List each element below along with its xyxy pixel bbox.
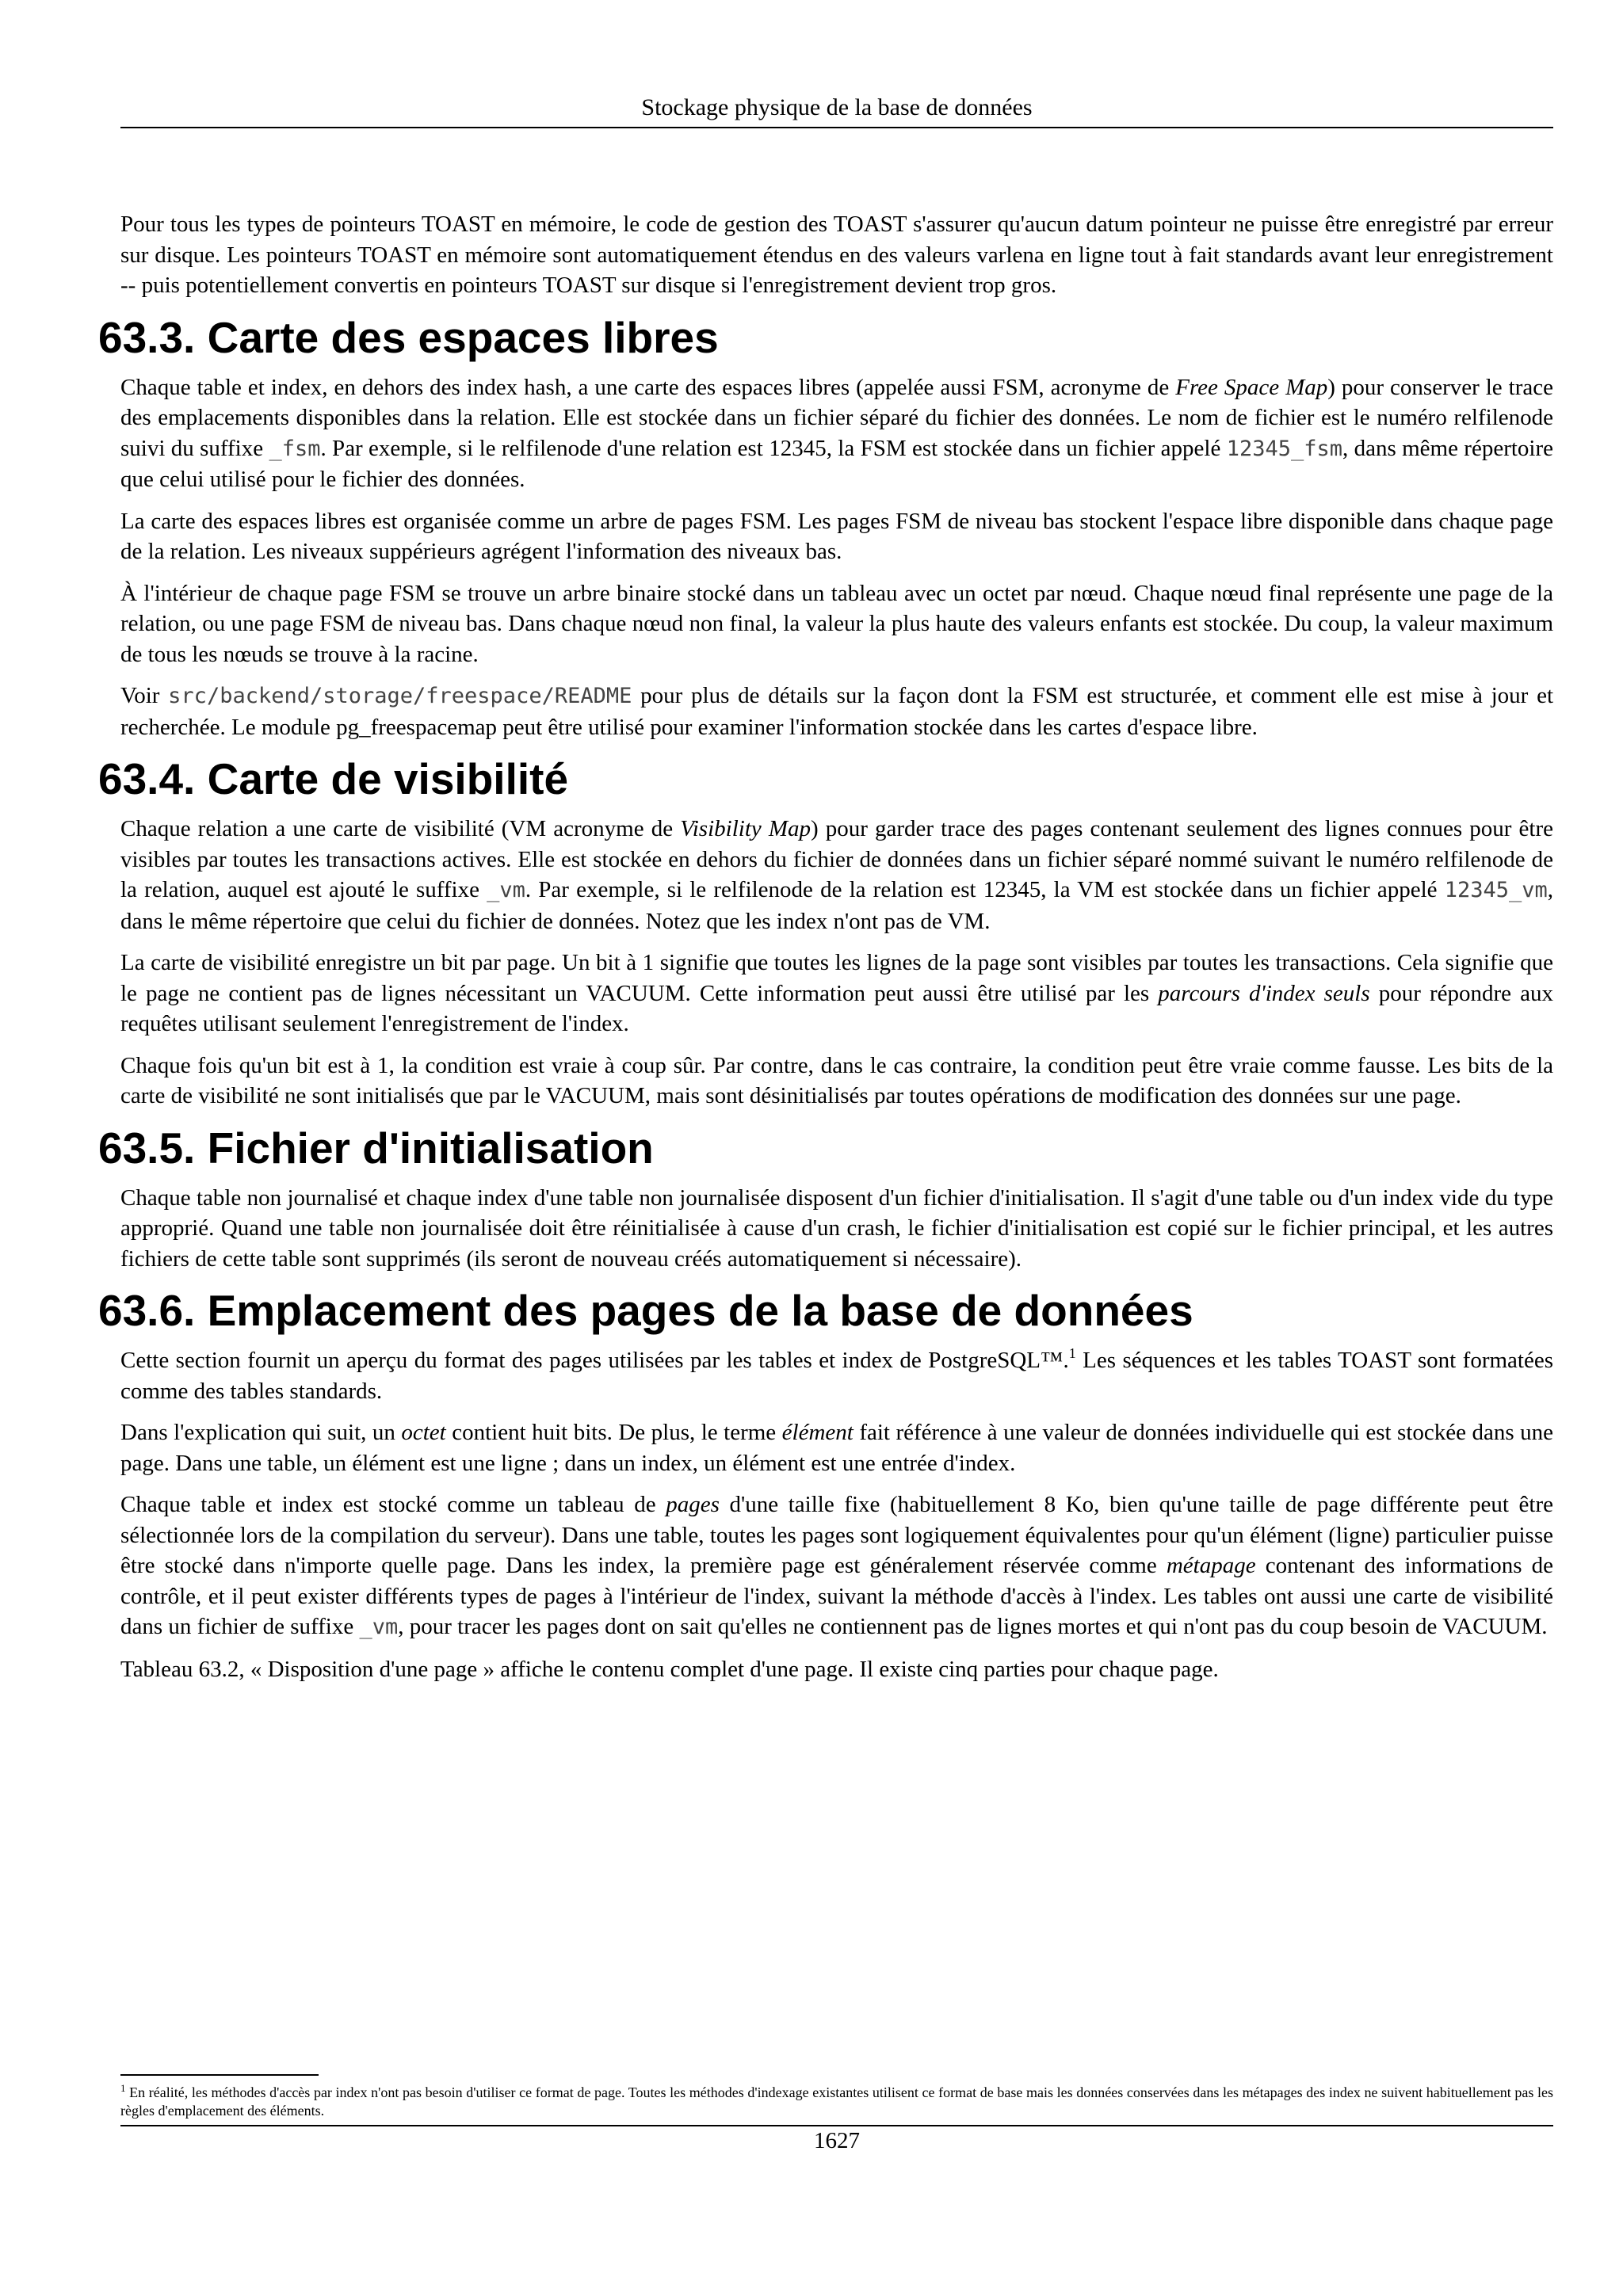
text-run: . Par exemple, si le relfilenode de la relation est 12345, la VM est stockée dans un fichier appelé bbox=[525, 877, 1445, 902]
text-run: fait référence à une valeur de données individuelle qui est stockée dans une page. Dans une table, un élément est une ligne ; dans un index, un élément est une entrée d'index. bbox=[120, 1420, 1554, 1476]
text-run: Chaque table et index, en dehors des index hash, a une carte des espaces libres (appelée aussi FSM, acronyme de bbox=[120, 374, 1176, 400]
text-run: ) pour conserver le trace des emplacements disponibles dans la relation. Elle est stockée dans un fichier séparé du fichier des données. Le nom de fichier est le numéro relfilenode suivi du suffixe bbox=[120, 374, 1553, 461]
paragraph-fsm-readme bbox=[120, 681, 1553, 742]
code-path: src/backend/storage/freespace/README bbox=[168, 684, 632, 708]
paragraph-octet bbox=[120, 1417, 1553, 1478]
text-run: Chaque table et index est stocké comme un tableau de bbox=[120, 1492, 666, 1517]
intro-paragraph: Pour tous les types de pointeurs TOAST en mémoire, le code de gestion des TOAST s'assurer qu'aucun datum pointeur ne puisse être enregistré par erreur sur disque. Les pointeurs TOAST en mémoire sont automatiquement étendus en des valeurs varlena en ligne tout à fait standards avant leur enregistrement -- puis potentiellement convertis en pointeurs TOAST sur disque si l'enregistrement devient trop gros. bbox=[120, 212, 1553, 298]
text-run: . Par exemple, si le relfilenode d'une relation est 12345, la FSM est stockée dans un fichier appelé bbox=[320, 435, 1227, 461]
emphasis: octet bbox=[401, 1420, 446, 1445]
running-header: Stockage physique de la base de données bbox=[641, 94, 1033, 120]
header-rule bbox=[120, 127, 1553, 128]
code-literal: 12345_fsm bbox=[1226, 436, 1342, 461]
section-heading-63-4: 63.4. Carte de visibilité bbox=[98, 754, 569, 803]
text-run: La carte de visibilité enregistre un bit par page. Un bit à 1 signifie que toutes les lignes de la page sont visibles par toutes les transactions. Cela signifie que le page ne contient pas de lignes nécessitant un VACUUM. Cette information peut aussi être utilisé par les bbox=[120, 950, 1553, 1006]
paragraph-fsm-binary: À l'intérieur de chaque page FSM se trouve un arbre binaire stocké dans un tableau avec un octet par nœud. Chaque nœud final représente une page de la relation, ou une page FSM de niveau bas. Dans chaque nœud non final, la valeur la plus haute des valeurs enfants est stockée. Du coup, la valeur maximum de tous les nœuds se trouve à la racine. bbox=[120, 580, 1553, 667]
footnote-number: 1 bbox=[120, 2082, 126, 2094]
text-run: ) pour garder trace des pages contenant seulement des lignes connues pour être visibles par toutes les transactions actives. Elle est stockée en dehors du fichier de données dans un fichier séparé nommé suivant le numéro relfilenode de la relation, auquel est ajouté le suffixe bbox=[120, 816, 1553, 902]
code-literal: 12345_vm bbox=[1444, 878, 1548, 902]
text-run: d'une taille fixe (habituellement 8 Ko, bien qu'une taille de page différente peut être sélectionnée lors de la compilation du serveur). Dans une table, toutes les pages sont logiquement équivalentes pour qu'un élément (ligne) particulier puisse être stocké dans n'importe quelle page. Dans les index, la première page est généralement réservée comme bbox=[120, 1492, 1554, 1578]
paragraph-fsm-tree: La carte des espaces libres est organisée comme un arbre de pages FSM. Les pages FSM de niveau bas stockent l'espace libre disponible dans chaque page de la relation. Les niveaux suppérieurs agrégent l'information des niveaux bas. bbox=[120, 508, 1553, 564]
footnote bbox=[120, 2084, 1553, 2120]
text-run: , pour tracer les pages dont on sait qu'elles ne contiennent pas de lignes mortes et qui n'ont pas du coup besoin de VACUUM. bbox=[398, 1614, 1548, 1639]
paragraph-vm-intro bbox=[120, 814, 1553, 936]
section-heading-63-3: 63.3. Carte des espaces libres bbox=[98, 312, 719, 362]
text-run: , dans même répertoire que celui utilisé pour le fichier des données. bbox=[120, 435, 1553, 492]
emphasis: Visibility Map bbox=[680, 816, 812, 841]
footnote-rule bbox=[120, 2074, 319, 2076]
emphasis: pages bbox=[666, 1492, 720, 1517]
footnote-text: En réalité, les méthodes d'accès par index n'ont pas besoin d'utiliser ce format de page. Toutes les méthodes d'indexage existantes utilisent ce format de base mais les données conservées dans les métapages des index ne suivent habituellement pas les règles d'emplacement des éléments. bbox=[120, 2084, 1553, 2119]
footnote-ref[interactable]: 1 bbox=[1068, 1345, 1076, 1361]
emphasis: Free Space Map bbox=[1175, 374, 1328, 400]
text-run: Dans l'explication qui suit, un bbox=[120, 1420, 402, 1445]
emphasis: élément bbox=[781, 1420, 854, 1445]
paragraph-init-fork: Chaque table non journalisé et chaque index d'une table non journalisée disposent d'un fichier d'initialisation. Il s'agit d'une table ou d'un index vide du type approprié. Quand une table non journalisée doit être réinitialisée à cause d'un crash, le fichier d'initialisation est copié sur le fichier principal, et les autres fichiers de cette table sont supprimés (ils seront de nouveau créés automatiquement si nécessaire). bbox=[120, 1184, 1553, 1272]
text-run: contient huit bits. De plus, le terme bbox=[445, 1420, 782, 1445]
text-run: Les séquences et les tables TOAST sont formatées comme des tables standards. bbox=[120, 1348, 1553, 1404]
code-literal: _fsm bbox=[269, 436, 321, 461]
code-literal: _vm bbox=[487, 878, 525, 902]
text-run: Voir bbox=[120, 683, 169, 708]
emphasis: métapage bbox=[1166, 1553, 1256, 1578]
paragraph-fsm-intro bbox=[120, 372, 1553, 495]
paragraph-vm-condition: Chaque fois qu'un bit est à 1, la condition est vraie à coup sûr. Par contre, dans le cas contraire, la condition peut être vraie comme fausse. Les bits de la carte de visibilité ne sont initialisés que par le VACUUM, mais sont désinitialisés par toutes opérations de modification des données sur une page. bbox=[120, 1052, 1553, 1108]
section-heading-63-6: 63.6. Emplacement des pages de la base de données bbox=[98, 1286, 1193, 1335]
text-run: , dans le même répertoire que celui du fichier de données. Notez que les index n'ont pas de VM. bbox=[120, 877, 1553, 934]
paragraph-vm-bits bbox=[120, 948, 1553, 1039]
text-run: pour répondre aux requêtes utilisant seulement l'enregistrement de l'index. bbox=[120, 980, 1554, 1036]
page-number: 1627 bbox=[814, 2128, 860, 2153]
code-literal: _vm bbox=[359, 1615, 399, 1639]
emphasis: parcours d'index seuls bbox=[1158, 980, 1370, 1006]
paragraph-table-ref: Tableau 63.2, « Disposition d'une page » affiche le contenu complet d'une page. Il existe cinq parties pour chaque page. bbox=[120, 1656, 1219, 1682]
text-run: Cette section fournit un aperçu du format des pages utilisées par les tables et index de PostgreSQL™. bbox=[120, 1348, 1069, 1373]
text-run: Chaque relation a une carte de visibilité (VM acronyme de bbox=[120, 816, 681, 841]
paragraph-pages bbox=[120, 1489, 1553, 1643]
text-run: pour plus de détails sur la façon dont la FSM est structurée, et comment elle est mise à jour et recherchée. Le module pg_freespacemap peut être utilisé pour examiner l'information stockée dans les cartes d'espace libre. bbox=[120, 683, 1554, 740]
text-run: contenant des informations de contrôle, et il peut exister différents types de pages à l'intérieur de l'index, suivant la méthode d'accès à l'index. Les tables ont aussi une carte de visibilité dans un fichier de suffixe bbox=[120, 1553, 1554, 1639]
page-body bbox=[98, 209, 1554, 1695]
paragraph-page-layout-intro bbox=[120, 1345, 1553, 1406]
section-heading-63-5: 63.5. Fichier d'initialisation bbox=[98, 1123, 654, 1173]
